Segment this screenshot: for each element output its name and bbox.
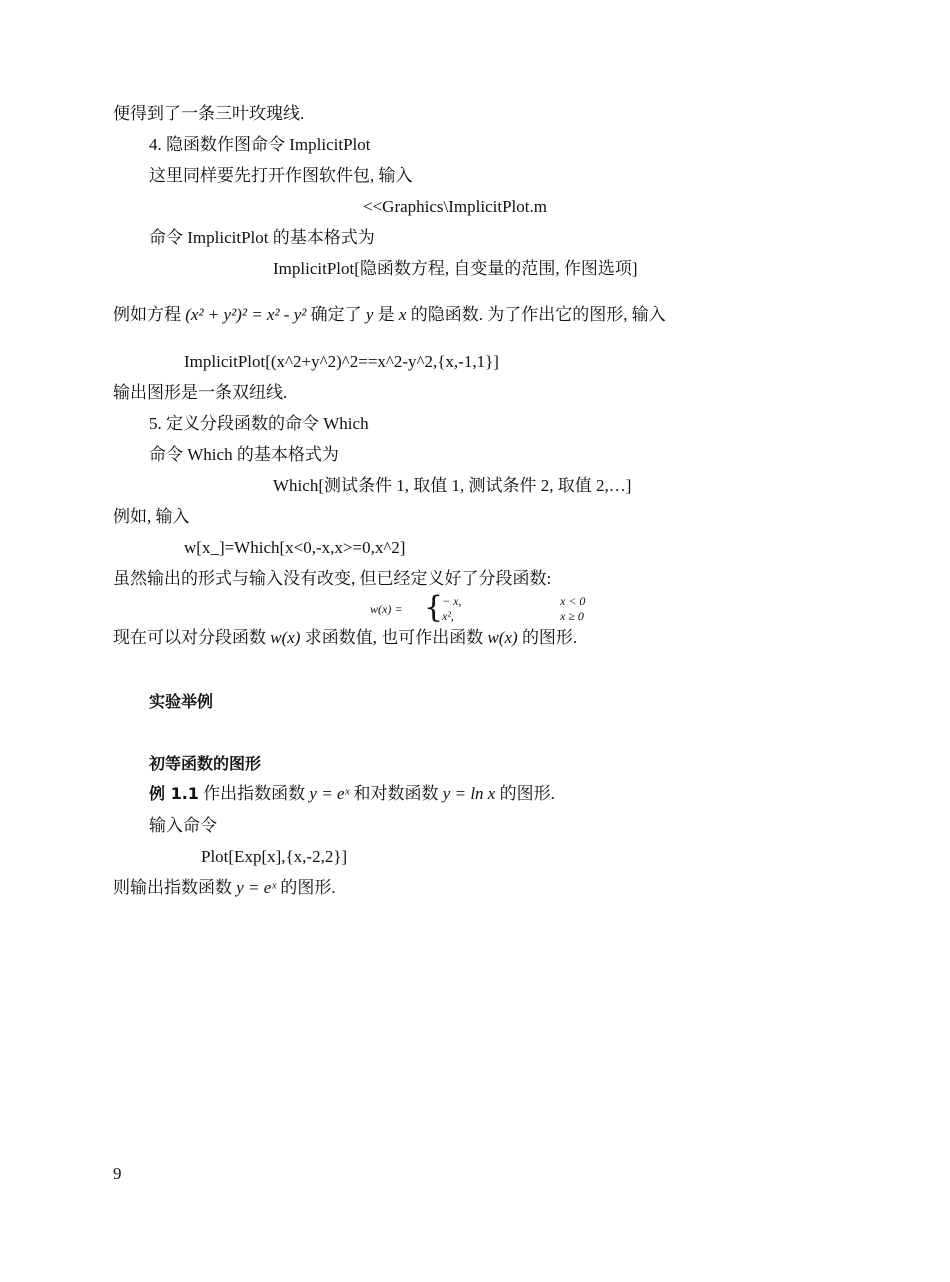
text-line: 输出图形是一条双纽线.: [113, 383, 288, 402]
text-line: 例如, 输入: [113, 507, 190, 526]
case2-value: x²,: [442, 609, 454, 623]
code-line: ImplicitPlot[(x^2+y^2)^2==x^2-y^2,{x,-1,1}]: [184, 352, 499, 371]
code-line: Plot[Exp[x],{x,-2,2}]: [201, 847, 348, 866]
text-span: 的隐函数. 为了作出它的图形, 输入: [410, 305, 666, 324]
example-line: [149, 783, 555, 805]
text-span: 是: [377, 305, 395, 324]
code-line: <<Graphics\ImplicitPlot.m: [363, 197, 547, 216]
subsection-title: 初等函数的图形: [149, 754, 262, 773]
piecewise-formula: [370, 590, 630, 625]
code-line: w[x_]=Which[x<0,-x,x>=0,x^2]: [184, 538, 406, 557]
text-line: 命令 Which 的基本格式为: [149, 445, 339, 464]
equation-lhs: (x² + y²)²: [185, 305, 247, 324]
format-line: ImplicitPlot[隐函数方程, 自变量的范围, 作图选项]: [273, 259, 638, 278]
text-paragraph: [113, 877, 336, 899]
text-span: 求函数值, 也可作出函数: [304, 628, 484, 647]
text-line: 输入命令: [149, 816, 217, 835]
function-wx: w(x): [270, 628, 301, 647]
format-line: Which[测试条件 1, 取值 1, 测试条件 2, 取值 2,…]: [273, 476, 632, 495]
text-span: 的图形.: [521, 628, 578, 647]
section-heading-which: 5. 定义分段函数的命令 Which: [149, 414, 369, 433]
text-span: 确定了: [310, 305, 362, 324]
formula-lhs: w(x) =: [370, 602, 403, 616]
exp-function: y = eˣ: [236, 878, 277, 897]
page-number: 9: [113, 1164, 122, 1183]
variable-y: y: [365, 305, 374, 324]
brace-icon: {: [424, 590, 444, 625]
equation-rhs: = x² - y²: [251, 305, 307, 324]
text-line: 这里同样要先打开作图软件包, 输入: [149, 166, 413, 185]
case1-value: − x,: [442, 594, 462, 608]
text-span: 例如方程: [113, 305, 181, 324]
text-span: 的图形.: [280, 878, 336, 897]
text-line: 命令 ImplicitPlot 的基本格式为: [149, 228, 375, 247]
case1-condition: x < 0: [560, 594, 586, 608]
case2-condition: x ≥ 0: [560, 609, 584, 623]
text-span: 现在可以对分段函数: [113, 628, 266, 647]
text-span: 作出指数函数: [203, 784, 306, 803]
section-heading-implicitplot: 4. 隐函数作图命令 ImplicitPlot: [149, 135, 371, 154]
section-title-examples: 实验举例: [149, 692, 214, 711]
exp-function: y = eˣ: [309, 784, 350, 803]
text-line: 便得到了一条三叶玫瑰线.: [113, 104, 305, 123]
text-paragraph: [113, 627, 577, 649]
example-label: 例 1.1: [149, 784, 199, 803]
function-wx: w(x): [487, 628, 518, 647]
ln-function: y = ln x: [442, 784, 496, 803]
text-span: 和对数函数: [353, 784, 439, 803]
text-span: 则输出指数函数: [113, 878, 232, 897]
text-span: 的图形.: [499, 784, 555, 803]
text-line: 虽然输出的形式与输入没有改变, 但已经定义好了分段函数:: [113, 569, 552, 588]
equation-paragraph: [113, 304, 666, 326]
variable-x: x: [398, 305, 407, 324]
